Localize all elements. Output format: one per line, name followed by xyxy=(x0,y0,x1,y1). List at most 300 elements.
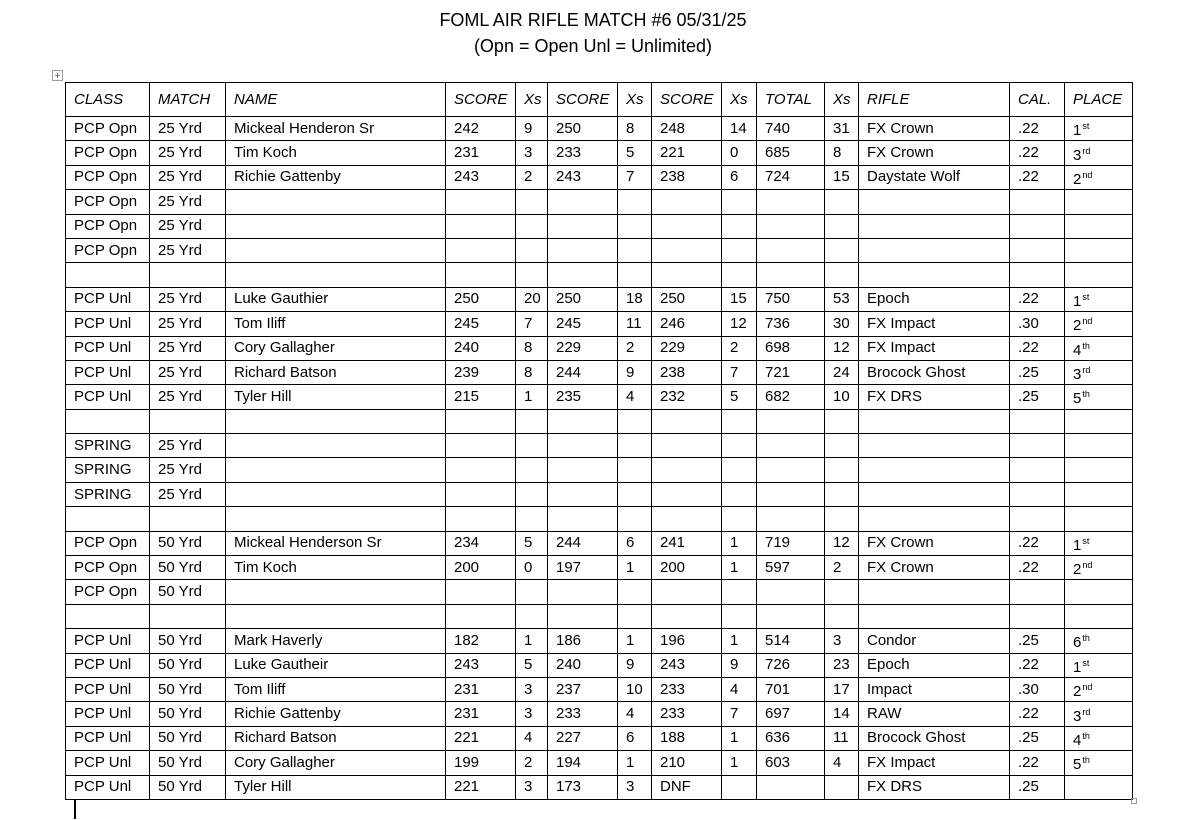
score-cell[interactable]: 231 xyxy=(446,677,516,701)
xs-cell[interactable]: 4 xyxy=(618,385,652,409)
place-cell[interactable] xyxy=(1065,653,1133,677)
score-cell[interactable]: 229 xyxy=(652,336,722,360)
score-cell[interactable]: 199 xyxy=(446,751,516,775)
xs-cell[interactable]: 1 xyxy=(722,531,757,555)
place-cell[interactable] xyxy=(1065,580,1133,604)
xs-cell[interactable] xyxy=(825,507,859,531)
name-cell[interactable] xyxy=(226,604,446,628)
xs-cell[interactable] xyxy=(618,190,652,214)
xs-cell[interactable]: 5 xyxy=(516,653,548,677)
xs-cell[interactable] xyxy=(516,409,548,433)
name-cell[interactable]: Richard Batson xyxy=(226,726,446,750)
score-cell[interactable] xyxy=(652,409,722,433)
match-cell[interactable]: 50 Yrd xyxy=(150,653,226,677)
score-cell[interactable]: 233 xyxy=(652,702,722,726)
score-cell[interactable] xyxy=(446,214,516,238)
score-cell[interactable]: 197 xyxy=(548,556,618,580)
score-cell[interactable]: 221 xyxy=(446,775,516,799)
score-cell[interactable] xyxy=(548,482,618,506)
name-cell[interactable]: Tyler Hill xyxy=(226,775,446,799)
xs-cell[interactable] xyxy=(825,482,859,506)
caliber-cell[interactable] xyxy=(1010,238,1065,262)
class-cell[interactable]: PCP Opn xyxy=(66,556,150,580)
xs-cell[interactable] xyxy=(618,580,652,604)
total-cell[interactable] xyxy=(757,604,825,628)
xs-cell[interactable]: 1 xyxy=(516,385,548,409)
caliber-cell[interactable] xyxy=(1010,482,1065,506)
xs-cell[interactable]: 0 xyxy=(516,556,548,580)
caliber-cell[interactable] xyxy=(1010,434,1065,458)
place-cell[interactable] xyxy=(1065,629,1133,653)
score-cell[interactable]: 250 xyxy=(652,287,722,311)
caliber-cell[interactable]: .30 xyxy=(1010,677,1065,701)
caliber-cell[interactable]: .25 xyxy=(1010,726,1065,750)
xs-cell[interactable]: 3 xyxy=(516,141,548,165)
xs-cell[interactable] xyxy=(516,238,548,262)
match-cell[interactable]: 25 Yrd xyxy=(150,117,226,141)
score-cell[interactable] xyxy=(652,482,722,506)
place-cell[interactable] xyxy=(1065,190,1133,214)
name-cell[interactable]: Luke Gauthier xyxy=(226,287,446,311)
total-cell[interactable] xyxy=(757,434,825,458)
score-cell[interactable] xyxy=(446,580,516,604)
xs-cell[interactable]: 1 xyxy=(516,629,548,653)
name-cell[interactable] xyxy=(226,507,446,531)
xs-cell[interactable]: 5 xyxy=(722,385,757,409)
xs-cell[interactable]: 11 xyxy=(618,312,652,336)
xs-cell[interactable] xyxy=(825,214,859,238)
rifle-cell[interactable]: Epoch xyxy=(859,653,1010,677)
xs-cell[interactable] xyxy=(618,604,652,628)
score-cell[interactable] xyxy=(548,190,618,214)
place-cell[interactable] xyxy=(1065,434,1133,458)
class-cell[interactable]: PCP Opn xyxy=(66,214,150,238)
score-cell[interactable]: 215 xyxy=(446,385,516,409)
name-cell[interactable]: Tim Koch xyxy=(226,556,446,580)
score-cell[interactable]: 240 xyxy=(548,653,618,677)
rifle-cell[interactable] xyxy=(859,458,1010,482)
score-cell[interactable]: 244 xyxy=(548,360,618,384)
score-cell[interactable] xyxy=(446,458,516,482)
score-cell[interactable]: 243 xyxy=(652,653,722,677)
total-cell[interactable] xyxy=(757,263,825,287)
xs-cell[interactable] xyxy=(618,458,652,482)
class-cell[interactable] xyxy=(66,263,150,287)
total-cell[interactable] xyxy=(757,238,825,262)
xs-cell[interactable] xyxy=(722,458,757,482)
xs-cell[interactable]: 7 xyxy=(722,702,757,726)
xs-cell[interactable]: 18 xyxy=(618,287,652,311)
score-cell[interactable] xyxy=(548,580,618,604)
name-cell[interactable] xyxy=(226,482,446,506)
score-cell[interactable]: 233 xyxy=(548,141,618,165)
score-cell[interactable]: 245 xyxy=(548,312,618,336)
match-cell[interactable]: 50 Yrd xyxy=(150,531,226,555)
match-cell[interactable]: 25 Yrd xyxy=(150,312,226,336)
score-cell[interactable] xyxy=(652,214,722,238)
score-cell[interactable]: 234 xyxy=(446,531,516,555)
place-cell[interactable] xyxy=(1065,531,1133,555)
place-cell[interactable] xyxy=(1065,141,1133,165)
score-cell[interactable]: 243 xyxy=(446,165,516,189)
rifle-cell[interactable]: Brocock Ghost xyxy=(859,726,1010,750)
match-cell[interactable]: 50 Yrd xyxy=(150,580,226,604)
place-cell[interactable] xyxy=(1065,702,1133,726)
name-cell[interactable]: Richie Gattenby xyxy=(226,165,446,189)
xs-cell[interactable] xyxy=(825,409,859,433)
xs-cell[interactable]: 1 xyxy=(722,556,757,580)
xs-cell[interactable]: 6 xyxy=(722,165,757,189)
caliber-cell[interactable] xyxy=(1010,190,1065,214)
name-cell[interactable] xyxy=(226,434,446,458)
name-cell[interactable]: Tim Koch xyxy=(226,141,446,165)
total-cell[interactable]: 685 xyxy=(757,141,825,165)
xs-cell[interactable]: 15 xyxy=(825,165,859,189)
match-cell[interactable]: 25 Yrd xyxy=(150,165,226,189)
total-cell[interactable]: 636 xyxy=(757,726,825,750)
class-cell[interactable]: PCP Unl xyxy=(66,653,150,677)
xs-cell[interactable]: 24 xyxy=(825,360,859,384)
xs-cell[interactable] xyxy=(722,409,757,433)
xs-cell[interactable]: 1 xyxy=(618,629,652,653)
score-cell[interactable]: 233 xyxy=(548,702,618,726)
place-cell[interactable] xyxy=(1065,556,1133,580)
xs-cell[interactable]: 31 xyxy=(825,117,859,141)
place-cell[interactable] xyxy=(1065,409,1133,433)
total-cell[interactable] xyxy=(757,482,825,506)
name-cell[interactable] xyxy=(226,458,446,482)
rifle-cell[interactable] xyxy=(859,580,1010,604)
score-cell[interactable] xyxy=(652,238,722,262)
xs-cell[interactable]: 6 xyxy=(618,726,652,750)
xs-cell[interactable]: 9 xyxy=(722,653,757,677)
xs-cell[interactable]: 15 xyxy=(722,287,757,311)
xs-cell[interactable]: 7 xyxy=(516,312,548,336)
rifle-cell[interactable]: RAW xyxy=(859,702,1010,726)
score-cell[interactable] xyxy=(446,190,516,214)
caliber-cell[interactable] xyxy=(1010,214,1065,238)
match-cell[interactable]: 50 Yrd xyxy=(150,775,226,799)
name-cell[interactable] xyxy=(226,263,446,287)
xs-cell[interactable]: 17 xyxy=(825,677,859,701)
xs-cell[interactable]: 1 xyxy=(722,629,757,653)
xs-cell[interactable]: 12 xyxy=(825,531,859,555)
score-cell[interactable]: 233 xyxy=(652,677,722,701)
rifle-cell[interactable] xyxy=(859,190,1010,214)
rifle-cell[interactable]: FX Crown xyxy=(859,117,1010,141)
score-cell[interactable] xyxy=(548,434,618,458)
xs-cell[interactable]: 8 xyxy=(825,141,859,165)
rifle-cell[interactable]: FX Crown xyxy=(859,141,1010,165)
rifle-cell[interactable] xyxy=(859,434,1010,458)
place-cell[interactable] xyxy=(1065,214,1133,238)
xs-cell[interactable]: 4 xyxy=(722,677,757,701)
xs-cell[interactable] xyxy=(722,580,757,604)
xs-cell[interactable]: 4 xyxy=(516,726,548,750)
place-cell[interactable] xyxy=(1065,263,1133,287)
score-cell[interactable]: 242 xyxy=(446,117,516,141)
rifle-cell[interactable]: Condor xyxy=(859,629,1010,653)
xs-cell[interactable]: 11 xyxy=(825,726,859,750)
class-cell[interactable]: PCP Unl xyxy=(66,385,150,409)
place-cell[interactable] xyxy=(1065,117,1133,141)
xs-cell[interactable]: 23 xyxy=(825,653,859,677)
rifle-cell[interactable] xyxy=(859,482,1010,506)
caliber-cell[interactable]: .22 xyxy=(1010,336,1065,360)
score-cell[interactable] xyxy=(652,580,722,604)
match-cell[interactable]: 50 Yrd xyxy=(150,556,226,580)
xs-cell[interactable]: 1 xyxy=(618,751,652,775)
score-cell[interactable]: 200 xyxy=(652,556,722,580)
score-cell[interactable]: 227 xyxy=(548,726,618,750)
xs-cell[interactable] xyxy=(722,482,757,506)
class-cell[interactable]: SPRING xyxy=(66,482,150,506)
caliber-cell[interactable] xyxy=(1010,580,1065,604)
caliber-cell[interactable] xyxy=(1010,458,1065,482)
name-cell[interactable]: Cory Gallagher xyxy=(226,336,446,360)
class-cell[interactable]: PCP Unl xyxy=(66,287,150,311)
class-cell[interactable]: PCP Opn xyxy=(66,531,150,555)
total-cell[interactable]: 697 xyxy=(757,702,825,726)
xs-cell[interactable]: 1 xyxy=(722,726,757,750)
score-cell[interactable]: 186 xyxy=(548,629,618,653)
match-cell[interactable]: 25 Yrd xyxy=(150,458,226,482)
match-cell[interactable] xyxy=(150,604,226,628)
match-cell[interactable]: 50 Yrd xyxy=(150,629,226,653)
xs-cell[interactable] xyxy=(516,263,548,287)
total-cell[interactable] xyxy=(757,190,825,214)
xs-cell[interactable] xyxy=(825,434,859,458)
score-cell[interactable] xyxy=(548,263,618,287)
score-cell[interactable] xyxy=(652,604,722,628)
xs-cell[interactable]: 10 xyxy=(825,385,859,409)
name-cell[interactable]: Tyler Hill xyxy=(226,385,446,409)
caliber-cell[interactable]: .25 xyxy=(1010,629,1065,653)
total-cell[interactable]: 750 xyxy=(757,287,825,311)
class-cell[interactable]: PCP Unl xyxy=(66,702,150,726)
xs-cell[interactable] xyxy=(618,482,652,506)
class-cell[interactable]: PCP Unl xyxy=(66,677,150,701)
xs-cell[interactable] xyxy=(618,434,652,458)
score-cell[interactable] xyxy=(548,214,618,238)
xs-cell[interactable] xyxy=(516,458,548,482)
score-cell[interactable]: 231 xyxy=(446,141,516,165)
class-cell[interactable]: PCP Unl xyxy=(66,336,150,360)
class-cell[interactable]: PCP Unl xyxy=(66,312,150,336)
name-cell[interactable] xyxy=(226,214,446,238)
place-cell[interactable] xyxy=(1065,507,1133,531)
class-cell[interactable]: PCP Unl xyxy=(66,775,150,799)
score-cell[interactable]: 244 xyxy=(548,531,618,555)
name-cell[interactable]: Cory Gallagher xyxy=(226,751,446,775)
xs-cell[interactable] xyxy=(825,604,859,628)
score-cell[interactable] xyxy=(652,434,722,458)
class-cell[interactable]: SPRING xyxy=(66,458,150,482)
score-cell[interactable]: DNF xyxy=(652,775,722,799)
rifle-cell[interactable]: Brocock Ghost xyxy=(859,360,1010,384)
xs-cell[interactable] xyxy=(618,238,652,262)
caliber-cell[interactable]: .22 xyxy=(1010,531,1065,555)
caliber-cell[interactable]: .30 xyxy=(1010,312,1065,336)
xs-cell[interactable]: 2 xyxy=(722,336,757,360)
total-cell[interactable]: 514 xyxy=(757,629,825,653)
score-cell[interactable] xyxy=(446,434,516,458)
total-cell[interactable]: 701 xyxy=(757,677,825,701)
caliber-cell[interactable]: .22 xyxy=(1010,751,1065,775)
caliber-cell[interactable] xyxy=(1010,409,1065,433)
caliber-cell[interactable]: .25 xyxy=(1010,385,1065,409)
place-cell[interactable] xyxy=(1065,312,1133,336)
match-cell[interactable]: 50 Yrd xyxy=(150,751,226,775)
xs-cell[interactable] xyxy=(618,409,652,433)
match-cell[interactable] xyxy=(150,409,226,433)
score-cell[interactable]: 232 xyxy=(652,385,722,409)
caliber-cell[interactable]: .22 xyxy=(1010,117,1065,141)
rifle-cell[interactable]: FX Crown xyxy=(859,556,1010,580)
class-cell[interactable]: PCP Opn xyxy=(66,238,150,262)
name-cell[interactable]: Luke Gautheir xyxy=(226,653,446,677)
score-cell[interactable]: 238 xyxy=(652,360,722,384)
xs-cell[interactable]: 8 xyxy=(618,117,652,141)
xs-cell[interactable]: 5 xyxy=(618,141,652,165)
score-cell[interactable]: 188 xyxy=(652,726,722,750)
xs-cell[interactable]: 12 xyxy=(825,336,859,360)
xs-cell[interactable]: 9 xyxy=(618,653,652,677)
score-cell[interactable] xyxy=(446,482,516,506)
xs-cell[interactable] xyxy=(722,604,757,628)
xs-cell[interactable]: 10 xyxy=(618,677,652,701)
total-cell[interactable]: 736 xyxy=(757,312,825,336)
rifle-cell[interactable]: Epoch xyxy=(859,287,1010,311)
table-resize-handle-icon[interactable] xyxy=(1131,798,1137,804)
xs-cell[interactable] xyxy=(722,507,757,531)
score-cell[interactable]: 182 xyxy=(446,629,516,653)
rifle-cell[interactable] xyxy=(859,263,1010,287)
xs-cell[interactable]: 1 xyxy=(722,751,757,775)
xs-cell[interactable] xyxy=(722,775,757,799)
place-cell[interactable] xyxy=(1065,165,1133,189)
xs-cell[interactable]: 9 xyxy=(618,360,652,384)
xs-cell[interactable]: 20 xyxy=(516,287,548,311)
rifle-cell[interactable] xyxy=(859,238,1010,262)
xs-cell[interactable]: 3 xyxy=(516,775,548,799)
xs-cell[interactable] xyxy=(516,580,548,604)
caliber-cell[interactable]: .22 xyxy=(1010,702,1065,726)
match-cell[interactable]: 25 Yrd xyxy=(150,287,226,311)
score-cell[interactable] xyxy=(548,507,618,531)
score-cell[interactable]: 231 xyxy=(446,702,516,726)
class-cell[interactable]: PCP Unl xyxy=(66,751,150,775)
xs-cell[interactable] xyxy=(516,507,548,531)
caliber-cell[interactable]: .25 xyxy=(1010,775,1065,799)
score-cell[interactable]: 221 xyxy=(652,141,722,165)
match-cell[interactable]: 25 Yrd xyxy=(150,190,226,214)
name-cell[interactable]: Mickeal Henderon Sr xyxy=(226,117,446,141)
xs-cell[interactable] xyxy=(516,434,548,458)
class-cell[interactable]: PCP Opn xyxy=(66,165,150,189)
total-cell[interactable]: 698 xyxy=(757,336,825,360)
table-move-handle-icon[interactable]: + xyxy=(52,70,63,81)
xs-cell[interactable] xyxy=(516,604,548,628)
caliber-cell[interactable]: .22 xyxy=(1010,287,1065,311)
total-cell[interactable] xyxy=(757,409,825,433)
score-cell[interactable] xyxy=(446,238,516,262)
xs-cell[interactable] xyxy=(618,507,652,531)
name-cell[interactable]: Tom Iliff xyxy=(226,677,446,701)
score-cell[interactable]: 245 xyxy=(446,312,516,336)
place-cell[interactable] xyxy=(1065,385,1133,409)
score-cell[interactable]: 250 xyxy=(548,117,618,141)
place-cell[interactable] xyxy=(1065,238,1133,262)
xs-cell[interactable]: 14 xyxy=(825,702,859,726)
score-cell[interactable] xyxy=(446,507,516,531)
score-cell[interactable] xyxy=(446,604,516,628)
place-cell[interactable] xyxy=(1065,751,1133,775)
score-cell[interactable]: 243 xyxy=(548,165,618,189)
score-cell[interactable]: 235 xyxy=(548,385,618,409)
xs-cell[interactable]: 8 xyxy=(516,360,548,384)
caliber-cell[interactable]: .22 xyxy=(1010,653,1065,677)
total-cell[interactable]: 726 xyxy=(757,653,825,677)
total-cell[interactable] xyxy=(757,458,825,482)
rifle-cell[interactable]: Daystate Wolf xyxy=(859,165,1010,189)
name-cell[interactable]: Richie Gattenby xyxy=(226,702,446,726)
rifle-cell[interactable] xyxy=(859,409,1010,433)
rifle-cell[interactable]: FX DRS xyxy=(859,775,1010,799)
xs-cell[interactable] xyxy=(722,263,757,287)
place-cell[interactable] xyxy=(1065,458,1133,482)
rifle-cell[interactable]: FX DRS xyxy=(859,385,1010,409)
caliber-cell[interactable]: .25 xyxy=(1010,360,1065,384)
name-cell[interactable]: Tom Iliff xyxy=(226,312,446,336)
caliber-cell[interactable] xyxy=(1010,263,1065,287)
score-cell[interactable]: 250 xyxy=(446,287,516,311)
xs-cell[interactable] xyxy=(722,214,757,238)
xs-cell[interactable]: 14 xyxy=(722,117,757,141)
score-cell[interactable]: 248 xyxy=(652,117,722,141)
xs-cell[interactable]: 4 xyxy=(618,702,652,726)
caliber-cell[interactable] xyxy=(1010,604,1065,628)
xs-cell[interactable]: 3 xyxy=(825,629,859,653)
match-cell[interactable] xyxy=(150,507,226,531)
xs-cell[interactable]: 2 xyxy=(618,336,652,360)
match-cell[interactable]: 25 Yrd xyxy=(150,214,226,238)
score-cell[interactable]: 221 xyxy=(446,726,516,750)
xs-cell[interactable]: 2 xyxy=(825,556,859,580)
score-cell[interactable]: 238 xyxy=(652,165,722,189)
xs-cell[interactable]: 53 xyxy=(825,287,859,311)
score-cell[interactable]: 196 xyxy=(652,629,722,653)
match-cell[interactable]: 25 Yrd xyxy=(150,336,226,360)
name-cell[interactable]: Mickeal Henderson Sr xyxy=(226,531,446,555)
score-cell[interactable] xyxy=(652,263,722,287)
xs-cell[interactable] xyxy=(516,214,548,238)
score-cell[interactable] xyxy=(446,263,516,287)
match-cell[interactable] xyxy=(150,263,226,287)
xs-cell[interactable]: 1 xyxy=(618,556,652,580)
xs-cell[interactable]: 0 xyxy=(722,141,757,165)
score-cell[interactable]: 241 xyxy=(652,531,722,555)
xs-cell[interactable] xyxy=(825,238,859,262)
match-cell[interactable]: 50 Yrd xyxy=(150,726,226,750)
place-cell[interactable] xyxy=(1065,677,1133,701)
total-cell[interactable]: 603 xyxy=(757,751,825,775)
score-cell[interactable] xyxy=(548,604,618,628)
score-cell[interactable] xyxy=(446,409,516,433)
xs-cell[interactable]: 5 xyxy=(516,531,548,555)
class-cell[interactable]: PCP Unl xyxy=(66,726,150,750)
score-cell[interactable]: 210 xyxy=(652,751,722,775)
